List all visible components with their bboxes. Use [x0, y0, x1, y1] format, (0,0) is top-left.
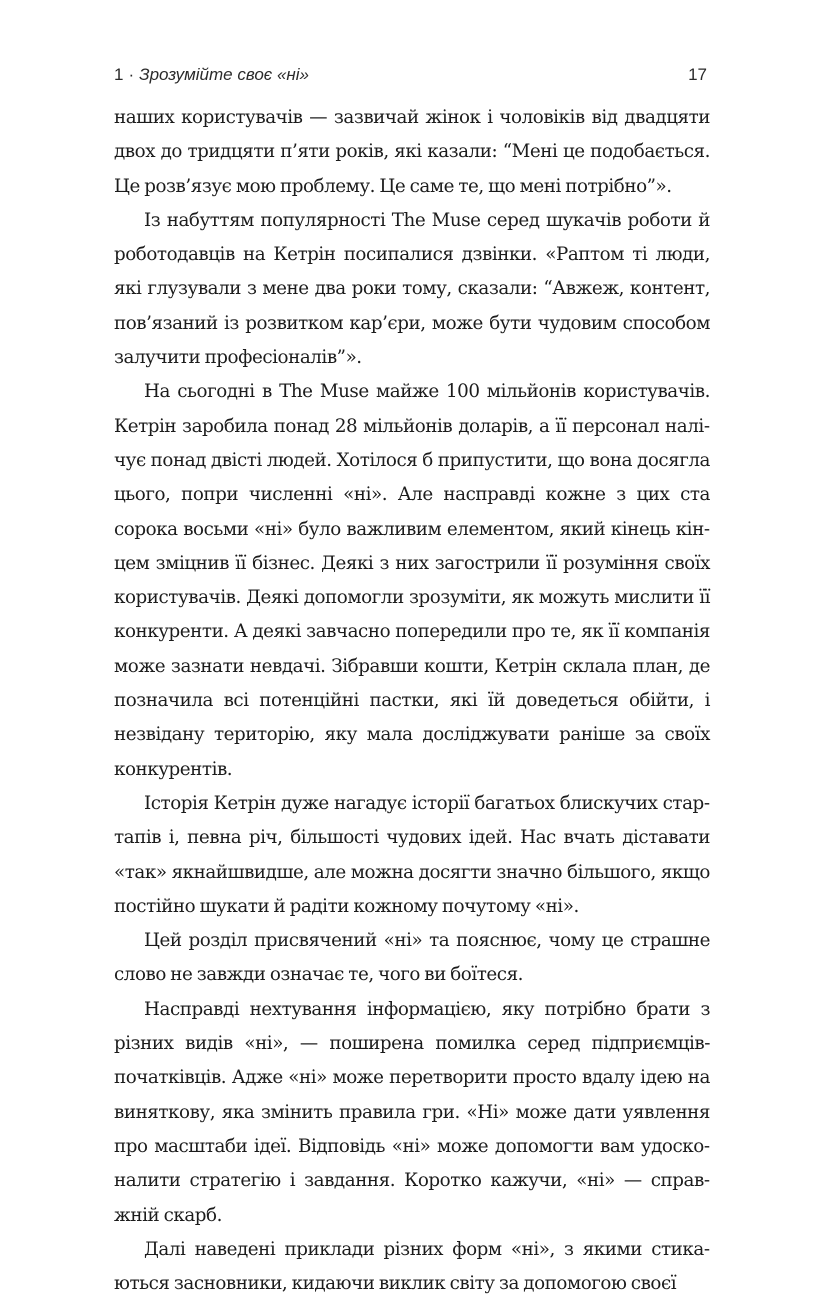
running-head-separator: ·	[128, 65, 135, 84]
paragraph: Насправді нехтування інформацією, яку потрібно брати з різних видів «ні», — поширена помилка серед підприємців-початківців. Адже «ні» може перетворити просто вдалу ідею на виняткову, яка змінить правила гри. «Ні» може дати уявлення про масштаби ідеї. Відповідь «ні» може допомогти вам удосконалити стратегію і завдання. Коротко кажучи, «ні» — справжній скарб.	[114, 998, 710, 1226]
paragraph: Цей розділ присвячений «ні» та пояснює, чому це страшне слово не завжди означає те, чого ви боїтеся.	[114, 930, 710, 986]
page-header	[114, 62, 707, 88]
chapter-number: 1	[114, 65, 124, 84]
page-number: 17	[688, 65, 707, 84]
paragraph: На сьогодні в The Muse майже 100 мільйонів користувачів. Кетрін заробила понад 28 мільйонів доларів, а її персонал налічує понад двісті людей. Хотілося б припустити, що вона досягла цього, попри численні «ні». Але насправді кожне з цих ста сорока восьми «ні» було важливим елементом, який кінець кінцем зміцнив її бізнес. Деякі з них загострили її розуміння своїх користувачів. Деякі допомогли зрозуміти, як можуть мислити її конкуренти. А деякі завчасно попередили про те, як її компанія може зазнати невдачі. Зібравши кошти, Кетрін склала план, де позначила всі потенційні пастки, які їй доведеться обійти, і незвідану територію, яку мала досліджувати раніше за своїх конкурентів.	[114, 381, 710, 780]
paragraph: Історія Кетрін дуже нагадує історії багатьох блискучих стартапів і, певна річ, більшості чудових ідей. Нас вчать діставати «так» якнайшвидше, але можна досягти значно більшого, якщо постійно шукати й радіти кожному почутому «ні».	[114, 792, 710, 917]
paragraph: Із набуттям популярності The Muse серед шукачів роботи й роботодавців на Кетрін посипалися дзвінки. «Раптом ті люди, які глузували з мене два роки тому, сказали: “Авжеж, контент, пов’язаний із розвитком кар’єри, може бути чудовим способом залучити професіоналів”».	[114, 209, 710, 369]
running-head	[114, 62, 309, 88]
chapter-title: Зрозумійте своє «ні»	[139, 65, 309, 84]
body-text	[114, 101, 710, 1301]
paragraph: Далі наведені приклади різних форм «ні», з якими стикаються засновники, кидаючи виклик світу за допомогою своєї	[114, 1238, 710, 1295]
paragraph-continued: наших користувачів — зазвичай жінок і чоловіків від двадцяти двох до тридцяти п’яти років, які казали: “Мені це подобається. Це розв’язує мою проблему. Це саме те, що мені потрібно”».	[114, 107, 710, 197]
